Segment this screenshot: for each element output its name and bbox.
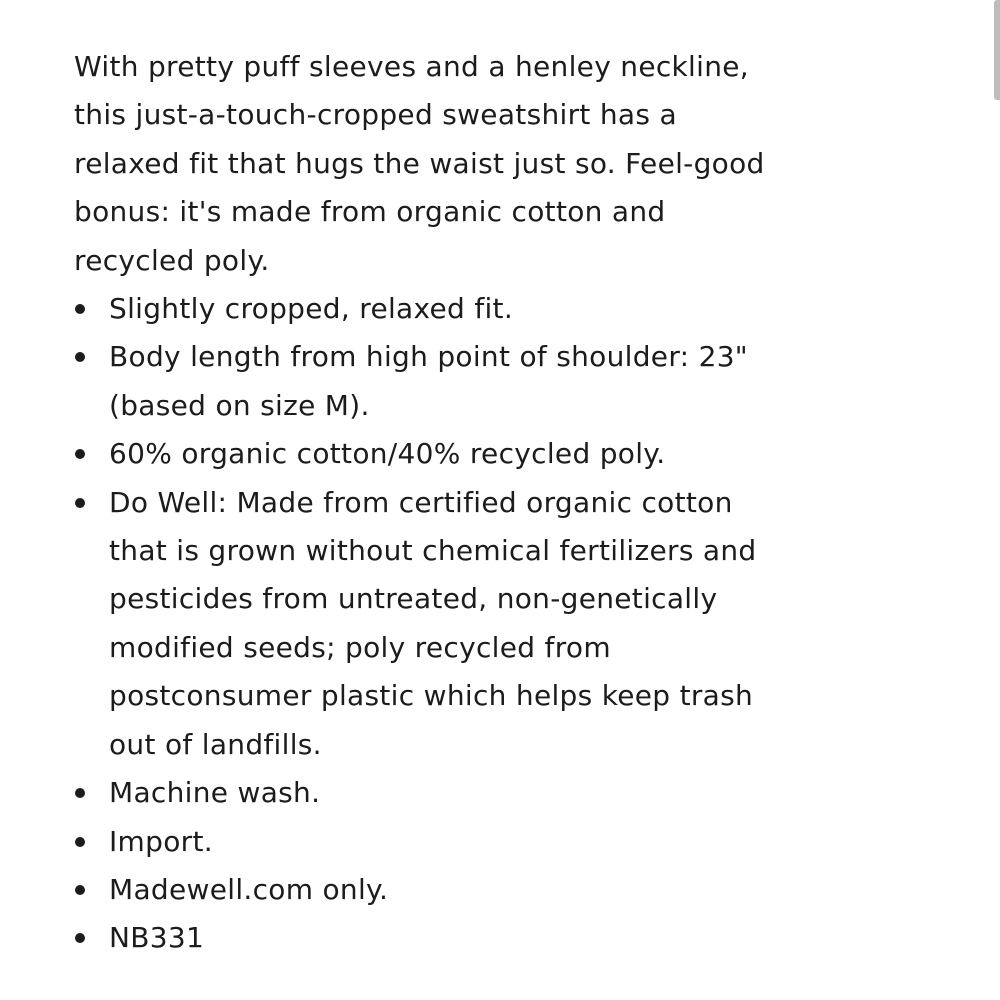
feature-text: postconsumer plastic which helps keep trash: [109, 679, 754, 713]
feature-item: [74, 430, 819, 478]
feature-item: [74, 866, 819, 914]
description-line: bonus: it's made from organic cotton and: [74, 195, 666, 229]
feature-item: [74, 769, 819, 817]
bullet-icon: [75, 449, 85, 459]
feature-item: [74, 818, 819, 866]
feature-text: Do Well: Made from certified organic cotton: [109, 485, 733, 519]
feature-item: [74, 333, 819, 430]
description-line: recycled poly.: [74, 243, 270, 277]
feature-item: [74, 285, 819, 333]
bullet-icon: [75, 498, 85, 508]
feature-text: Madewell.com only.: [109, 872, 389, 906]
scrollbar[interactable]: [994, 0, 1000, 100]
product-features-list: [74, 285, 954, 963]
feature-text: (based on size M).: [109, 388, 370, 422]
bullet-icon: [75, 885, 85, 895]
feature-text: modified seeds; poly recycled from: [109, 630, 611, 664]
feature-text: Body length from high point of shoulder: 23": [109, 340, 748, 374]
feature-text: that is grown without chemical fertilizers and: [109, 534, 757, 568]
bullet-icon: [75, 352, 85, 362]
feature-text: pesticides from untreated, non-genetically: [109, 582, 718, 616]
bullet-icon: [75, 304, 85, 314]
feature-item: [74, 479, 819, 769]
feature-text: 60% organic cotton/40% recycled poly.: [109, 437, 666, 471]
product-details: [74, 43, 954, 963]
feature-text: Import.: [109, 824, 213, 858]
bullet-icon: [75, 788, 85, 798]
feature-text: NB331: [109, 921, 205, 955]
bullet-icon: [75, 933, 85, 943]
bullet-icon: [75, 837, 85, 847]
feature-item: [74, 914, 819, 962]
description-line: this just-a-touch-cropped sweatshirt has a: [74, 98, 677, 132]
description-line: With pretty puff sleeves and a henley neckline,: [74, 50, 749, 83]
feature-text: Slightly cropped, relaxed fit.: [109, 292, 514, 326]
feature-text: Machine wash.: [109, 776, 321, 810]
product-description: [74, 43, 834, 285]
description-line: relaxed fit that hugs the waist just so. Feel-good: [74, 146, 765, 180]
feature-text: out of landfills.: [109, 727, 322, 761]
